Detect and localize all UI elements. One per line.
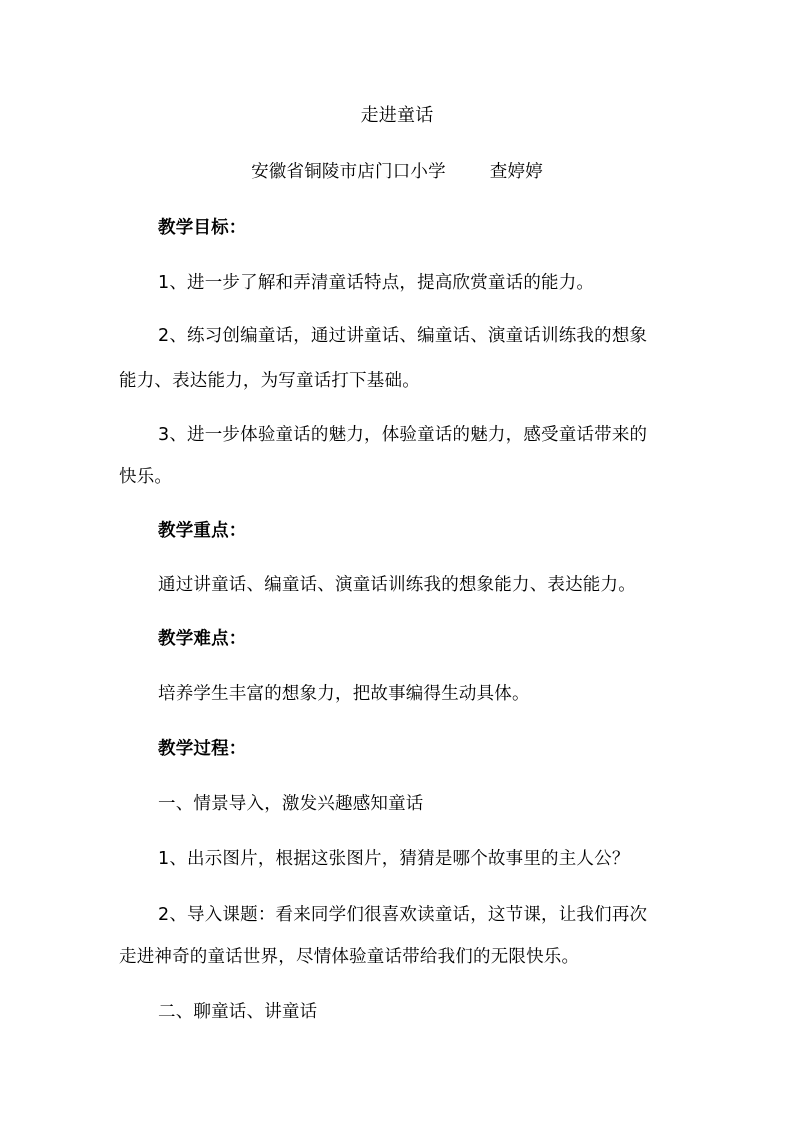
author-line (0, 160, 794, 184)
objective-3-line-2: 快乐。 (119, 467, 173, 487)
school-name: 安徽省铜陵市店门口小学 (251, 162, 446, 182)
objective-2-line-1: 2、练习创编童话，通过讲童话、编童话、演童话训练我的想象 (158, 326, 648, 346)
section-2-heading: 二、聊童话、讲童话 (158, 1002, 318, 1022)
section-1-heading: 一、情景导入，激发兴趣感知童话 (158, 794, 424, 814)
objective-3-line-1: 3、进一步体验童话的魅力，体验童话的魅力，感受童话带来的 (158, 425, 648, 445)
author-name: 查婷婷 (489, 162, 543, 182)
key-points-heading: 教学重点： (158, 521, 247, 541)
difficulties-text: 培养学生丰富的想象力，把故事编得生动具体。 (158, 684, 530, 704)
step-1: 1、出示图片，根据这张图片，猜猜是哪个故事里的主人公？ (158, 849, 630, 869)
objectives-heading: 教学目标： (158, 218, 247, 238)
key-points-text: 通过讲童话、编童话、演童话训练我的想象能力、表达能力。 (158, 575, 636, 595)
step-2-line-1: 2、导入课题：看来同学们很喜欢读童话，这节课，让我们再次 (158, 905, 648, 925)
difficulties-heading: 教学难点： (158, 629, 247, 649)
objective-1: 1、进一步了解和弄清童话特点，提高欣赏童话的能力。 (158, 273, 595, 293)
step-2-line-2: 走进神奇的童话世界，尽情体验童话带给我们的无限快乐。 (119, 947, 580, 967)
process-heading: 教学过程： (158, 739, 247, 759)
objective-2-line-2: 能力、表达能力，为写童话打下基础。 (119, 371, 420, 391)
document-title: 走进童话 (360, 105, 434, 126)
